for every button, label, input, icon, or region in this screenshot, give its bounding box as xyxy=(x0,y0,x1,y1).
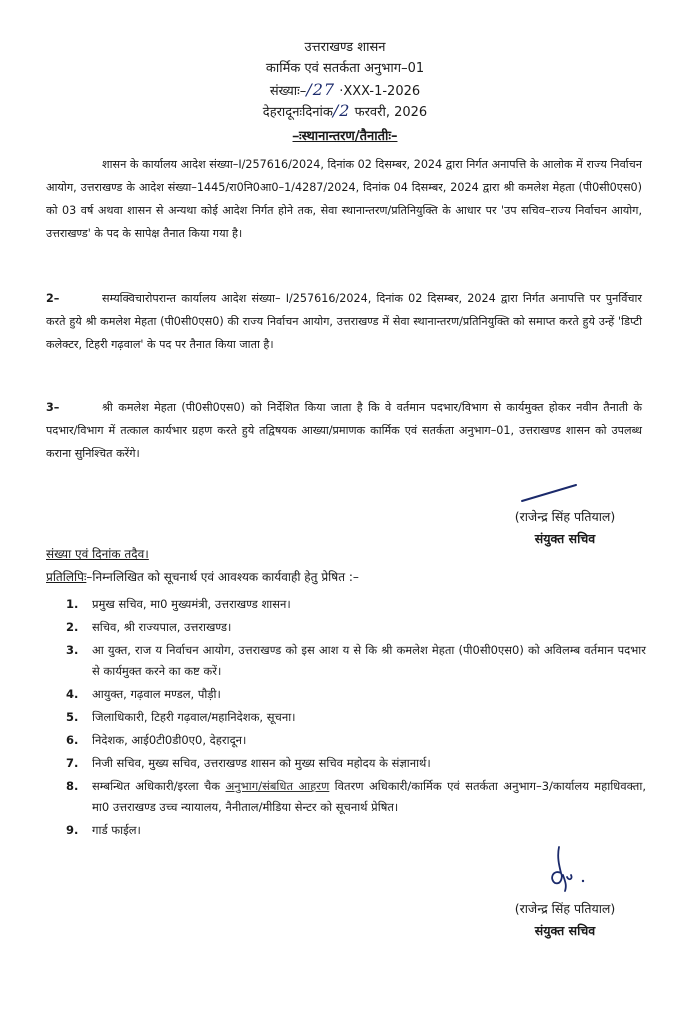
signatory-1-designation: संयुक्त सचिव xyxy=(534,531,596,546)
signatory-2-name: (राजेन्द्र सिंह पतियाल) xyxy=(514,901,616,916)
copy-to-item: 9. गार्ड फाईल। xyxy=(66,823,141,837)
department-name: कार्मिक एवं सतर्कता अनुभाग–01 xyxy=(265,61,425,76)
copy-to-text: ः–निम्नलिखित को सूचनार्थ एवं आवश्यक कार्यवाही हेतु प्रेषित :– xyxy=(86,570,359,584)
government-name: उत्तराखण्ड शासन xyxy=(304,40,386,55)
signature-initials-2 xyxy=(545,845,590,895)
order-number-prefix: संख्याः– xyxy=(269,84,307,99)
order-subject xyxy=(0,127,690,147)
signatory-1-name: (राजेन्द्र सिंह पतियाल) xyxy=(514,509,616,524)
order-date-prefix: देहरादूनःदिनांक xyxy=(262,105,333,120)
copy-to-item: 3. आ युक्त, राज य निर्वाचन आयोग, उत्तराखण्ड को इस आश य से कि श्री कमलेश मेहता (पी0सी0एस0) को अविलम्ब वर्तमान पदभार से कार्यमुक्त करने का कष्ट करें। xyxy=(66,643,646,678)
copy-to-list xyxy=(66,594,646,843)
paragraph-2 xyxy=(46,287,642,356)
order-date-suffix: फरवरी, 2026 xyxy=(354,105,428,120)
signature-stroke-1 xyxy=(520,483,580,503)
paragraph-2-text: सम्यक्विचारोपरान्त कार्यालय आदेश संख्या– I/257616/2024, दिनांक 02 दिसम्बर, 2024 द्वारा निर्गत अनापत्ति पर पुनर्विचार करते हुये श्री कमलेश मेहता (पी0सी0एस0) की राज्य निर्वाचन आयोग, उत्तराखण्ड में सेवा स्थानान्तरण/प्रतिनियुक्ति को समाप्त करते हुये उन्हें 'डिप्टी कलेक्टर, टिहरी गढ़वाल' के पद पर तैनात किया जाता है। xyxy=(46,292,642,351)
reference-line xyxy=(46,544,149,564)
signatory-1 xyxy=(470,506,660,550)
copy-to-lead xyxy=(46,567,359,587)
signatory-2-designation: संयुक्त सचिव xyxy=(534,923,596,938)
copy-to-item: 5. जिलाधिकारी, टिहरी गढ़वाल/महानिदेशक, सूचना। xyxy=(66,710,296,724)
paragraph-2-number: 2– xyxy=(46,292,60,305)
paragraph-3-number: 3– xyxy=(46,401,60,414)
signatory-2 xyxy=(470,898,660,942)
handwritten-underline-text: अनुभाग/संबधित आहरण xyxy=(225,779,330,793)
order-subject-text: –ःस्थानान्तरण/तैनातीः– xyxy=(292,129,398,144)
order-date xyxy=(0,101,690,123)
reference-line-text: संख्या एवं दिनांक तदैव। xyxy=(46,547,149,561)
copy-to-item: 2. सचिव, श्री राज्यपाल, उत्तराखण्ड। xyxy=(66,620,232,634)
paragraph-3 xyxy=(46,396,642,465)
copy-to-item: 4. आयुक्त, गढ़वाल मण्डल, पौड़ी। xyxy=(66,687,221,701)
order-number xyxy=(0,80,690,102)
copy-to-item: 7. निजी सचिव, मुख्य सचिव, उत्तराखण्ड शासन को मुख्य सचिव महोदय के संज्ञानार्थ। xyxy=(66,756,431,770)
paragraph-3-text: श्री कमलेश मेहता (पी0सी0एस0) को निर्देशित किया जाता है कि वे वर्तमान पदभार/विभाग से कार्यमुक्त होकर नवीन तैनाती के पदभार/विभाग में तत्काल कार्यभार ग्रहण करते हुये तद्विषयक आख्या/प्रमाणक कार्मिक एवं सतर्कता अनुभाग–01, उत्तराखण्ड शासन को उपलब्ध कराना सुनिश्चित करेंगे। xyxy=(46,401,642,460)
order-date-handwritten: /2 xyxy=(332,101,351,120)
copy-to-label: प्रतिलिपि xyxy=(46,570,87,584)
order-number-suffix: ·XXX-1-2026 xyxy=(339,84,421,99)
copy-to-item: 1. प्रमुख सचिव, मा0 मुख्यमंत्री, उत्तराखण्ड शासन। xyxy=(66,597,291,611)
copy-to-item: 6. निदेशक, आई0टी0डी0ए0, देहरादून। xyxy=(66,733,247,747)
copy-to-item: 8. सम्बन्धित अधिकारी/इरला चैक अनुभाग/संबधित आहरण वितरण अधिकारी/कार्मिक एवं सतर्कता अनुभाग–3/कार्यालय महाधिवक्ता, मा0 उत्तराखण्ड उच्च न्यायालय, नैनीताल/मीडिया सेन्टर को सूचनार्थ प्रेषित। xyxy=(66,779,646,814)
paragraph-1-text: शासन के कार्यालय आदेश संख्या–I/257616/2024, दिनांक 02 दिसम्बर, 2024 द्वारा निर्गत अनापत्ति के आलोक में राज्य निर्वाचन आयोग, उत्तराखण्ड के आदेश संख्या–1445/रा0नि0आ0–1/4287/2024, दिनांक 04 दिसम्बर, 2024 द्वारा श्री कमलेश मेहता (पी0सी0एस0) को 03 वर्ष अथवा शासन से अन्यथा कोई आदेश निर्गत होने तक, सेवा स्थानान्तरण/प्रतिनियुक्ति के आधार पर 'उप सचिव–राज्य निर्वाचन आयोग, उत्तराखण्ड' के पद के सापेक्ष तैनात किया गया है। xyxy=(46,158,642,240)
order-number-handwritten: /27 xyxy=(306,80,336,99)
paragraph-1 xyxy=(46,153,642,245)
